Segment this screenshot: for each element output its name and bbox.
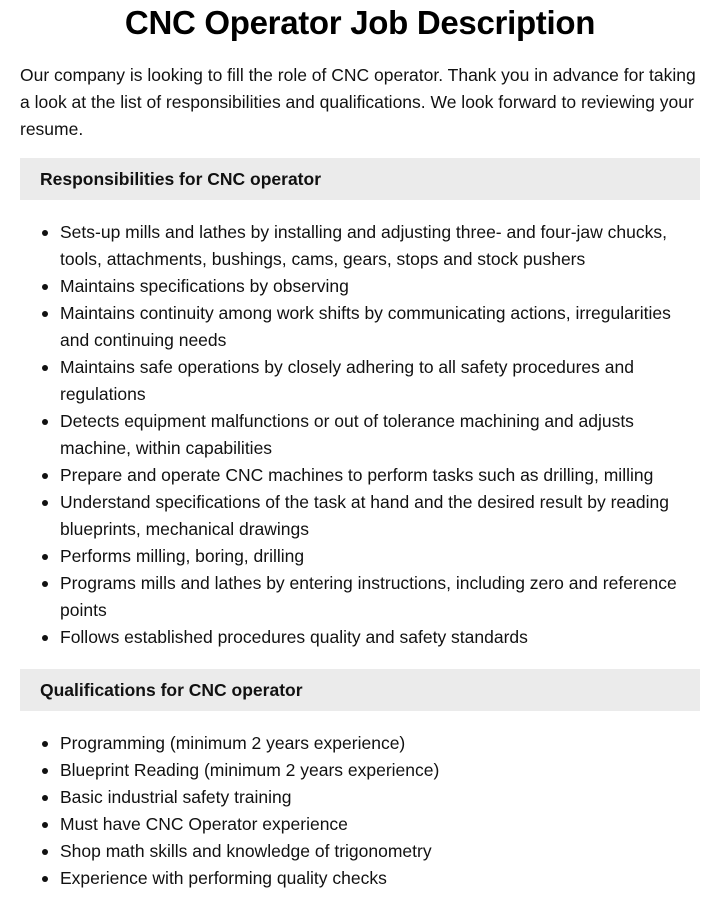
list-item: Programs mills and lathes by entering instructions, including zero and reference points	[60, 570, 700, 624]
list-item: Performs milling, boring, drilling	[60, 543, 700, 570]
qualifications-list	[20, 730, 700, 892]
list-item: Programming (minimum 2 years experience)	[60, 730, 700, 757]
list-item: Must have CNC Operator experience	[60, 811, 700, 838]
qualifications-heading: Qualifications for CNC operator	[20, 669, 700, 711]
list-item: Detects equipment malfunctions or out of tolerance machining and adjusts machine, within capabilities	[60, 408, 700, 462]
page-title: CNC Operator Job Description	[124, 4, 596, 41]
list-item: Experience with performing quality checks	[60, 865, 700, 892]
list-item: Maintains continuity among work shifts by communicating actions, irregularities and continuing needs	[60, 300, 700, 354]
list-item: Maintains safe operations by closely adhering to all safety procedures and regulations	[60, 354, 700, 408]
list-item: Maintains specifications by observing	[60, 273, 700, 300]
list-item: Shop math skills and knowledge of trigonometry	[60, 838, 700, 865]
responsibilities-heading: Responsibilities for CNC operator	[20, 158, 700, 200]
intro-paragraph: Our company is looking to fill the role of CNC operator. Thank you in advance for taking a look at the list of responsibilities and qualifications. We look forward to reviewing your resume.	[20, 65, 696, 139]
list-item: Blueprint Reading (minimum 2 years experience)	[60, 757, 700, 784]
list-item: Sets-up mills and lathes by installing and adjusting three- and four-jaw chucks, tools, attachments, bushings, cams, gears, stops and stock pushers	[60, 219, 700, 273]
list-item: Prepare and operate CNC machines to perform tasks such as drilling, milling	[60, 462, 700, 489]
list-item: Basic industrial safety training	[60, 784, 700, 811]
list-item: Follows established procedures quality and safety standards	[60, 624, 700, 651]
responsibilities-list	[20, 219, 700, 651]
list-item: Understand specifications of the task at hand and the desired result by reading blueprints, mechanical drawings	[60, 489, 700, 543]
